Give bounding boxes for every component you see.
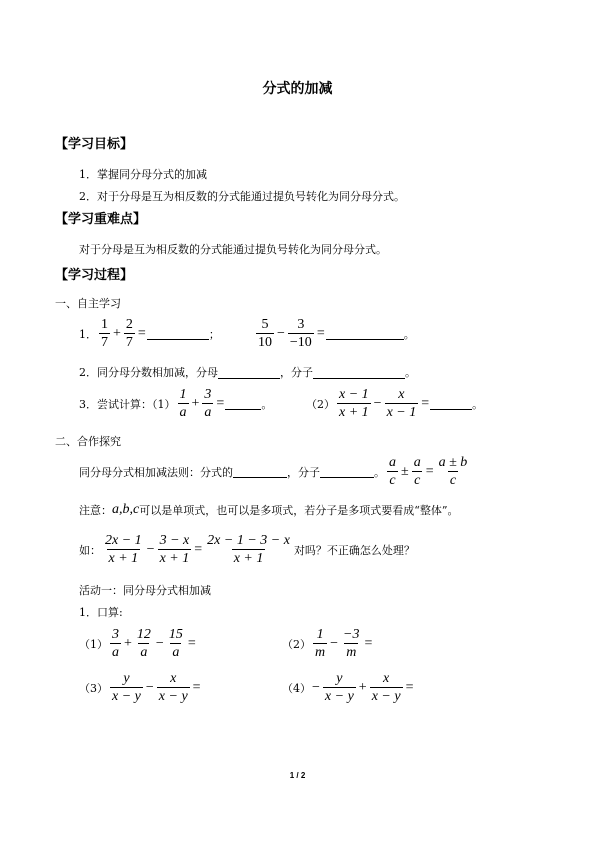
q3-b xyxy=(306,386,483,421)
fraction: $\frac{x}{x - 1}$ xyxy=(386,387,417,420)
fraction: $\frac{a}{c}$ xyxy=(413,455,421,488)
punctuation: 。 xyxy=(374,465,385,479)
fraction: $\frac{x}{x - y}$ xyxy=(371,671,401,704)
punctuation: 。 xyxy=(403,327,415,341)
equals-sign: = xyxy=(216,395,225,411)
operator: + xyxy=(124,635,132,651)
q2-text: 2．同分母分数相加减，分母 xyxy=(79,366,218,379)
answer-blank[interactable] xyxy=(326,327,404,340)
punctuation: 。 xyxy=(405,366,416,379)
fraction: $\frac{1}{m}$ xyxy=(315,627,326,660)
fraction: $\frac{a \pm b}{c}$ xyxy=(438,455,468,488)
activity-heading: 活动一：同分母分式相加减 xyxy=(79,584,211,597)
equals-sign: = xyxy=(187,635,196,651)
oral-label: （3） xyxy=(79,681,108,695)
q1-a xyxy=(79,316,220,351)
fraction: $\frac{2}{7}$ xyxy=(125,317,133,350)
fraction: $\frac{5}{10}$ xyxy=(258,317,272,350)
operator: − xyxy=(155,635,164,651)
operator: − xyxy=(146,541,155,557)
rule-text: 同分母分式相加减法则：分式的 xyxy=(79,465,233,479)
oral-q1 xyxy=(79,626,197,661)
equals-sign: = xyxy=(316,325,325,341)
example-line xyxy=(79,532,415,567)
q3-label: 3．尝试计算：（1） xyxy=(79,397,176,411)
section-heading-key: 【学习重难点】 xyxy=(55,212,147,227)
oral-q3 xyxy=(79,670,202,705)
page-number: 1 / 2 xyxy=(289,771,306,780)
oral-heading: 1．口算: xyxy=(79,606,123,619)
example-question: 对吗？不正确怎么处理？ xyxy=(293,543,415,557)
rule-line xyxy=(79,454,471,489)
fraction: $\frac{y}{x - y}$ xyxy=(112,671,141,704)
q3b-label: （2） xyxy=(306,397,335,411)
operator: + xyxy=(358,679,367,695)
goal-item-1: 1．掌握同分母分式的加减 xyxy=(79,168,207,181)
fraction: $\frac{12}{a}$ xyxy=(136,627,151,660)
q3-a xyxy=(79,386,272,421)
note-line xyxy=(79,502,458,518)
answer-blank[interactable] xyxy=(313,366,405,379)
oral-q2 xyxy=(282,626,373,661)
section-heading-goals: 【学习目标】 xyxy=(55,137,134,152)
example-prefix: 如： xyxy=(79,543,101,557)
equals-sign: = xyxy=(405,679,414,695)
fraction: $\frac{2x - 1 - 3 - x}{x + 1}$ xyxy=(207,533,290,566)
equals-sign: = xyxy=(137,325,146,341)
operator: ± xyxy=(401,463,409,479)
q1-label: 1． xyxy=(79,327,97,341)
oral-q4 xyxy=(282,670,414,705)
fraction: $\frac{3 - x}{x + 1}$ xyxy=(159,533,190,566)
equals-sign: = xyxy=(364,635,373,651)
operator: + xyxy=(191,395,200,411)
q1-b xyxy=(254,316,415,351)
answer-blank[interactable] xyxy=(147,327,209,340)
operator: − xyxy=(145,679,154,695)
fraction: $\frac{-3}{m}$ xyxy=(343,627,360,660)
note-text: 可以是单项式，也可以是多项式，若分子是多项式要看成“整体”。 xyxy=(139,504,459,517)
equals-sign: = xyxy=(192,679,201,695)
fraction: $\frac{x - 1}{x + 1}$ xyxy=(339,387,369,420)
oral-label: （4） xyxy=(282,681,311,695)
operator: + xyxy=(113,325,121,341)
equals-sign: = xyxy=(425,463,434,479)
fraction: $\frac{15}{a}$ xyxy=(168,627,183,660)
fraction: $\frac{3}{a}$ xyxy=(112,627,119,660)
section-heading-process: 【学习过程】 xyxy=(55,268,134,283)
key-text: 对于分母是互为相反数的分式能通过提负号转化为同分母分式。 xyxy=(79,243,387,256)
punctuation: 。 xyxy=(261,397,273,411)
fraction: $\frac{y}{x - y}$ xyxy=(324,671,354,704)
note-variables: a,b,c xyxy=(112,502,140,517)
punctuation: ； xyxy=(208,327,220,341)
answer-blank[interactable] xyxy=(218,366,280,379)
operator: − xyxy=(330,635,339,651)
fraction: $\frac{1}{a}$ xyxy=(179,387,187,420)
operator: − xyxy=(277,325,285,341)
q2 xyxy=(79,364,416,380)
fraction: $\frac{x}{x - y}$ xyxy=(158,671,188,704)
fraction: $\frac{1}{7}$ xyxy=(101,317,108,350)
equals-sign: = xyxy=(194,541,203,557)
fraction: $\frac{3}{a}$ xyxy=(204,387,212,420)
answer-blank[interactable] xyxy=(233,465,287,478)
equals-sign: = xyxy=(421,395,430,411)
oral-label: （2） xyxy=(282,637,311,651)
fraction: $\frac{a}{c}$ xyxy=(389,455,396,488)
rule-text: ，分子 xyxy=(287,465,320,479)
q2-text: ，分子 xyxy=(280,366,313,379)
answer-blank[interactable] xyxy=(430,397,472,410)
answer-blank[interactable] xyxy=(225,397,261,410)
part2-heading: 二、合作探究 xyxy=(55,435,121,448)
answer-blank[interactable] xyxy=(320,465,374,478)
oral-label: （1） xyxy=(79,637,108,651)
page-title: 分式的加减 xyxy=(262,81,333,97)
note-prefix: 注意： xyxy=(79,504,112,517)
fraction: $\frac{3}{-10}$ xyxy=(289,317,312,350)
punctuation: 。 xyxy=(472,397,484,411)
part1-heading: 一、自主学习 xyxy=(55,297,121,310)
operator: − xyxy=(373,395,382,411)
goal-item-2: 2．对于分母是互为相反数的分式能通过提负号转化为同分母分式。 xyxy=(79,190,405,203)
operator: − xyxy=(312,679,320,695)
fraction: $\frac{2x - 1}{x + 1}$ xyxy=(105,533,142,566)
